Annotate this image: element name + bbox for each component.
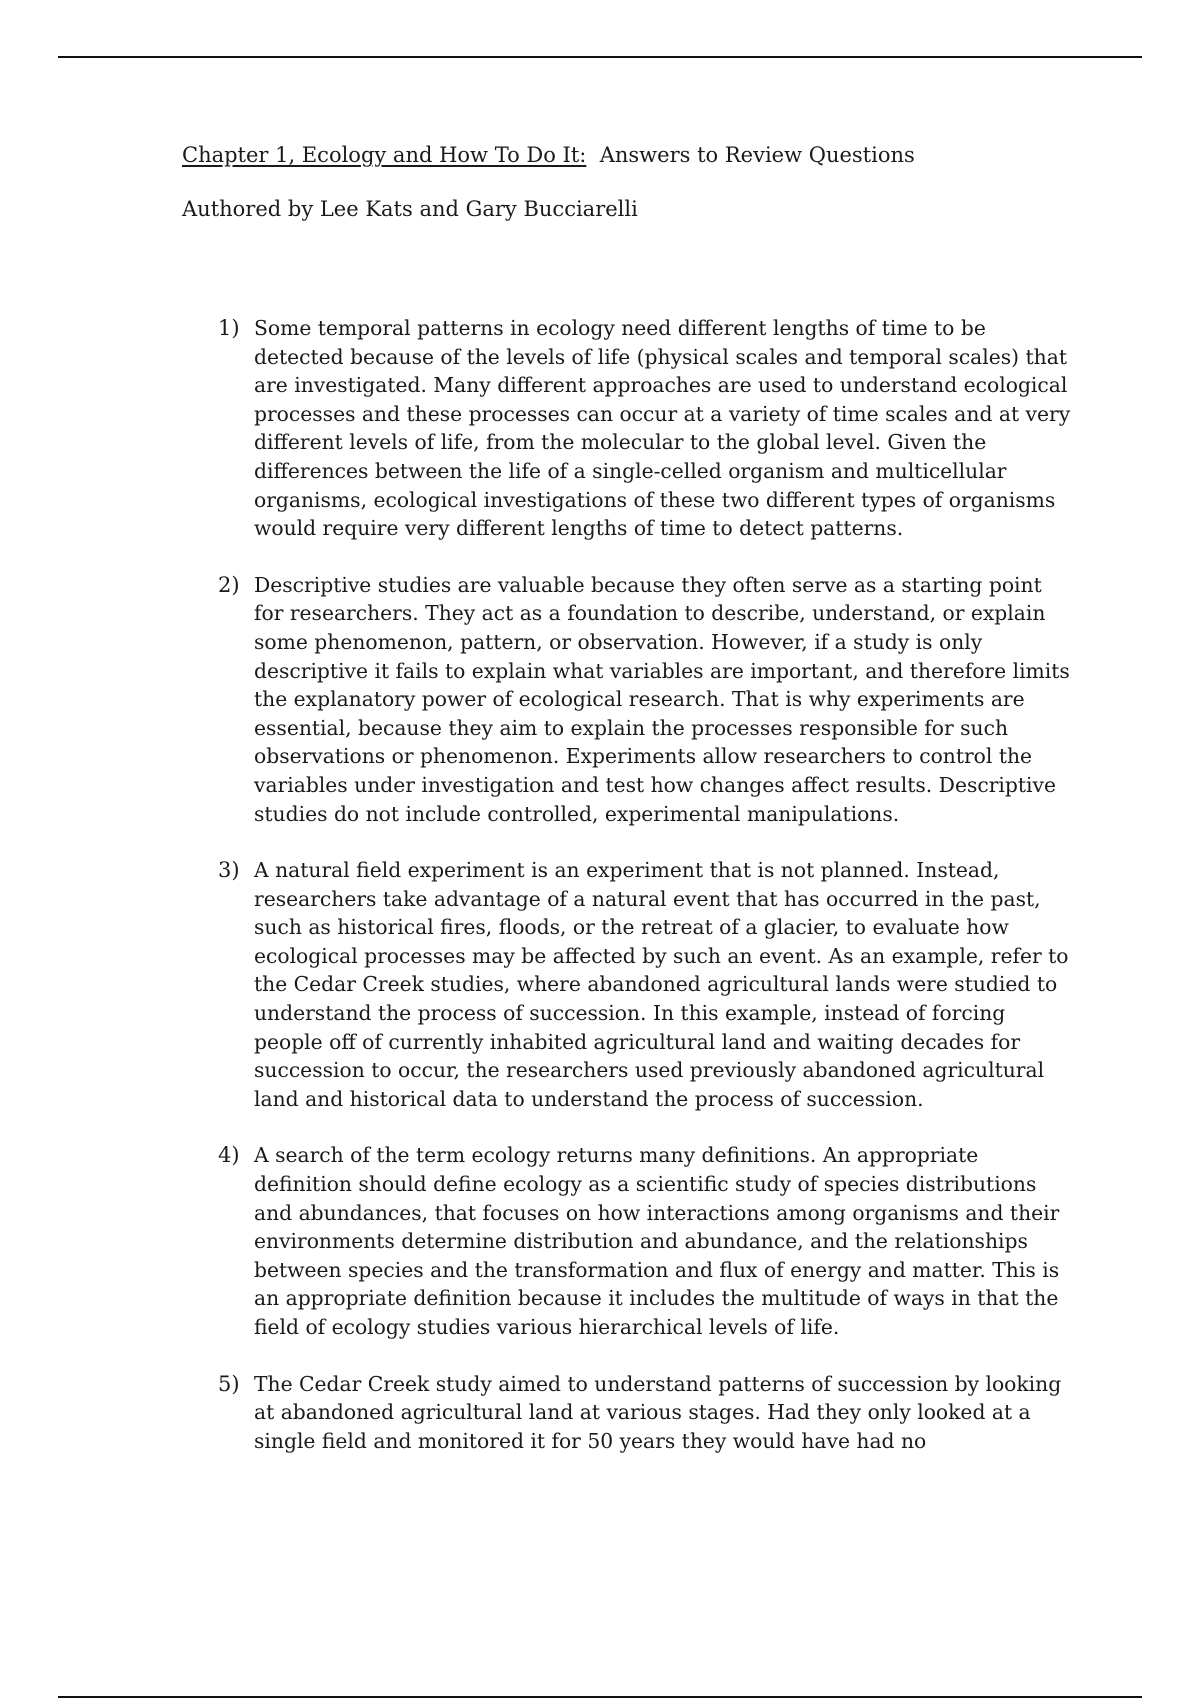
answer-number: 1) — [218, 316, 240, 340]
author-line: Authored by Lee Kats and Gary Bucciarelli — [182, 197, 638, 221]
answer-item — [182, 1370, 1072, 1456]
answer-item — [182, 571, 1072, 828]
answer-item — [182, 856, 1072, 1113]
answers-list — [182, 314, 1072, 1455]
answer-item — [182, 314, 1072, 543]
answer-number: 5) — [218, 1371, 240, 1396]
document-page — [182, 140, 1072, 1483]
answer-text: Descriptive studies are valuable because they often serve as a starting point for researchers. They act as a foundation to describe, understand, or explain some phenomenon, pattern, or observation. However, if a study is only descriptive it fails to explain what variables are important, and therefore limits the explanatory power of ecological research. That is why experiments are essential, because they aim to explain the processes responsible for such observations or phenomenon. Experiments allow researchers to control the variables under investigation and test how changes affect results. Descriptive studies do not include controlled, experimental manipulations. — [254, 572, 1070, 826]
title-subtitle: Answers to Review Questions — [599, 143, 915, 167]
chapter-heading: Chapter 1, Ecology and How To Do It: — [182, 143, 587, 167]
answer-number: 2) — [218, 572, 240, 597]
answer-text: A search of the term ecology returns many definitions. An appropriate definition should define ecology as a scientific study of species distributions and abundances, that focuses on how interactions among organisms and their environments determine distribution and abundance, and the relationships between species and the transformation and flux of energy and matter. This is an appropriate definition because it includes the multitude of ways in that the field of ecology studies various hierarchical levels of life. — [254, 1143, 1060, 1339]
answer-item — [182, 1141, 1072, 1341]
answer-text: A natural field experiment is an experiment that is not planned. Instead, researchers take advantage of a natural event that has occurred in the past, such as historical fires, floods, or the retreat of a glacier, to evaluate how ecological processes may be affected by such an event. As an example, refer to the Cedar Creek studies, where abandoned agricultural lands were studied to understand the process of succession. In this example, instead of forcing people off of currently inhabited agricultural land and waiting decades for succession to occur, the researchers used previously abandoned agricultural land and historical data to understand the process of succession. — [254, 858, 1069, 1111]
answer-number: 4) — [218, 1143, 240, 1168]
top-rule — [58, 56, 1142, 58]
document-title — [182, 140, 1072, 170]
answer-text: Some temporal patterns in ecology need different lengths of time to be detected because of the levels of life (physical scales and temporal scales) that are investigated. Many different approaches are used to understand ecological processes and these processes can occur at a variety of time scales and at very different levels of life, from the molecular to the global level. Given the differences between the life of a single-celled organism and multicellular organisms, ecological investigations of these two different types of organisms would require very different lengths of time to detect patterns. — [254, 316, 1071, 541]
answer-number: 3) — [218, 858, 240, 883]
bottom-rule — [58, 1696, 1142, 1698]
answer-text: The Cedar Creek study aimed to understand patterns of succession by looking at abandoned agricultural land at various stages. Had they only looked at a single field and monitored it for 50 years they would have had no — [254, 1371, 1062, 1453]
